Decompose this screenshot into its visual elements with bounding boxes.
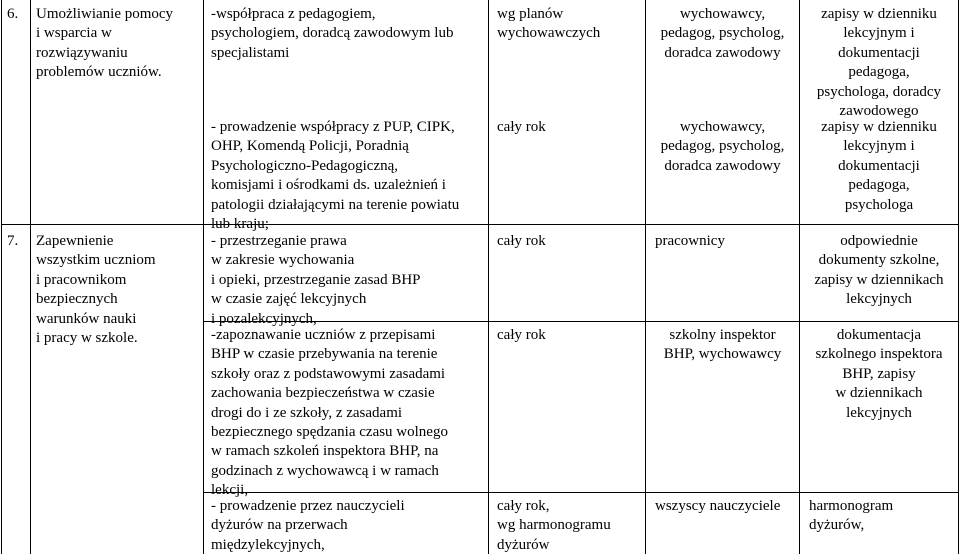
responsible-cell: wszyscy nauczyciele [655,498,781,514]
row-number: 6. [7,6,19,22]
documentation-cell: zapisy w dzienniku lekcyjnym i dokumentacji pedagoga, psychologa, doradcy zawodowego [816,6,942,120]
column-divider [203,0,204,554]
responsible-cell: pracownicy [655,233,725,249]
documentation-cell: zapisy w dzienniku lekcyjnym i dokumentacji pedagoga, psychologa [821,119,937,213]
term-cell: cały rok [497,327,546,343]
term-cell: cały rok, wg harmonogramu dyżurów [497,498,611,553]
documentation-cell: dokumentacja szkolnego inspektora BHP, zapisy w dziennikach lekcyjnych [815,327,943,421]
responsible-cell: wychowawcy, pedagog, psycholog, doradca zawodowy [660,6,785,61]
row-number: 7. [7,233,19,249]
responsible-cell: wychowawcy, pedagog, psycholog, doradca zawodowy [660,119,785,174]
table-border [1,0,2,554]
column-divider [488,0,489,554]
documentation-cell: odpowiednie dokumenty szkolne, zapisy w dziennikach lekcyjnych [814,233,944,308]
activities-cell: -współpraca z pedagogiem, psychologiem, doradcą zawodowym lub specjalistami [211,6,454,61]
activities-cell: - prowadzenie przez nauczycieli dyżurów na przerwach międzylekcyjnych, [211,498,405,553]
documentation-cell: harmonogram dyżurów, [809,498,894,534]
task-cell: Zapewnienie wszystkim uczniom i pracownikom bezpiecznych warunków nauki i pracy w szkole. [36,233,156,347]
activities-cell: -zapoznawanie uczniów z przepisami BHP w czasie przebywania na terenie szkoły oraz z podstawowymi zasadami zachowania bezpieczeństwa w czasie drogi do i ze szkoły, z zasadami bezpiecznego spędzania czasu wolnego w ramach szkoleń inspektora BHP, na godzinach z wychowawcą i w ramach lekcji, [211,327,448,499]
task-cell: Umożliwianie pomocy i wsparcia w rozwiązywaniu problemów uczniów. [36,6,174,81]
term-cell: cały rok [497,233,546,249]
term-cell: cały rok [497,119,546,135]
column-divider [645,0,646,554]
responsible-cell: szkolny inspektor BHP, wychowawcy [663,327,782,363]
activities-cell: - prowadzenie współpracy z PUP, CIPK, OHP, Komendą Policji, Poradnią Psychologiczno-Pedagogiczną, komisjami i ośrodkami ds. uzależnień i patologii działającymi na terenie powiatu lub kraju; [211,119,460,233]
column-divider [30,0,31,554]
term-cell: wg planów wychowawczych [497,6,601,42]
activities-cell: - przestrzeganie prawa w zakresie wychowania i opieki, przestrzeganie zasad BHP w czasie zajęć lekcyjnych i pozalekcyjnych, [211,233,421,327]
row-divider [1,224,959,225]
